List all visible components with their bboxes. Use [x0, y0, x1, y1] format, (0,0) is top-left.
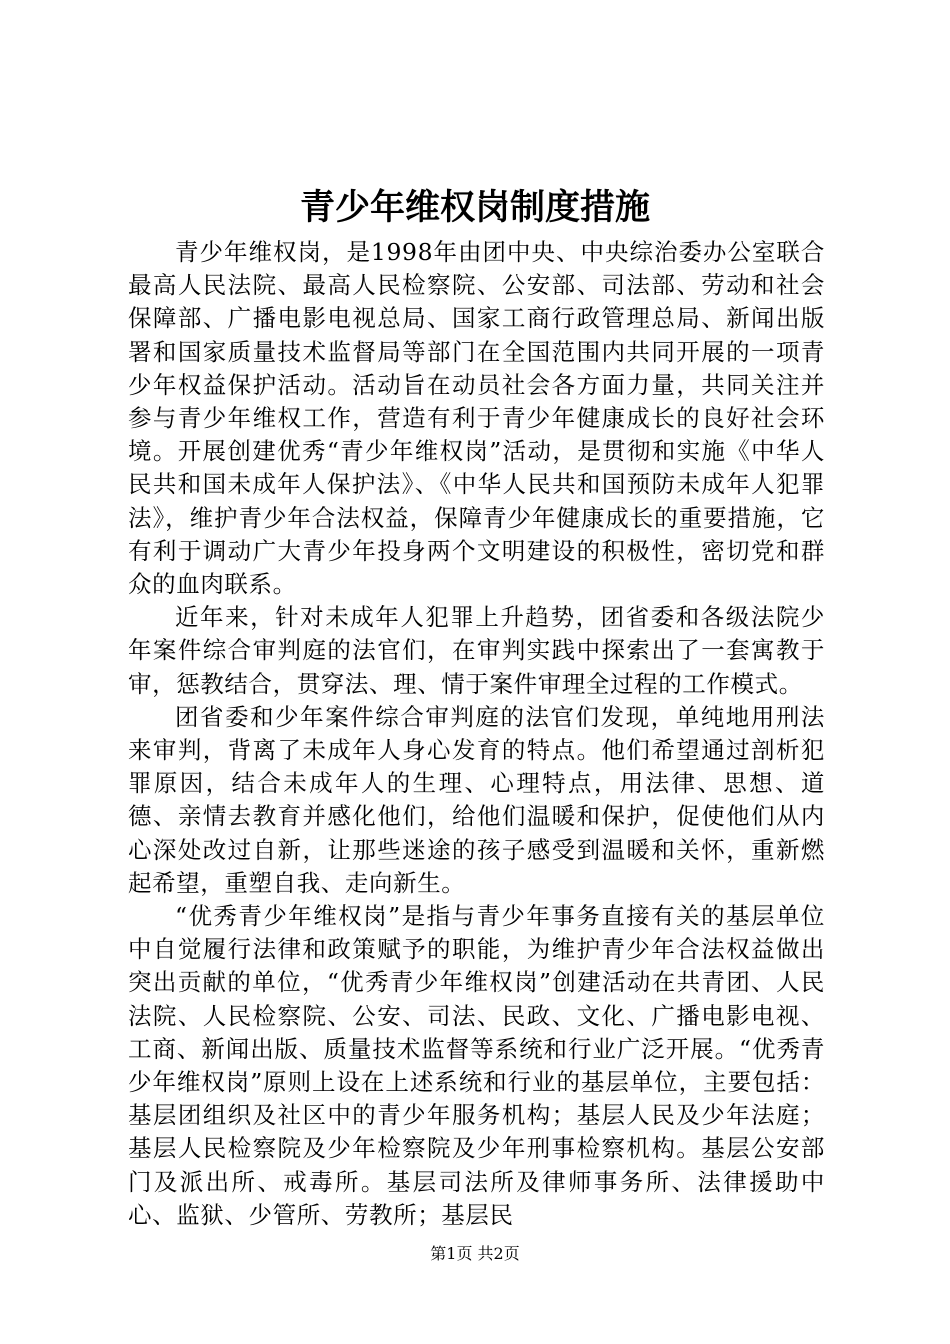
paragraph-recent-years: 近年来，针对未成年人犯罪上升趋势，团省委和各级法院少年案件综合审判庭的法官们，在审判实践中探索出了一套寓教于审，惩教结合，贯穿法、理、情于案件审理全过程的工作模式。 [128, 603, 825, 698]
paragraph-intro: 青少年维权岗，是1998年由团中央、中央综治委办公室联合最高人民法院、最高人民检察院、公安部、司法部、劳动和社会保障部、广播电影电视总局、国家工商行政管理总局、新闻出版署和国家质量技术监督局等部门在全国范围内共同开展的一项青少年权益保护活动。活动旨在动员社会各方面力量，共同关注并参与青少年维权工作，营造有利于青少年健康成长的良好社会环境。开展创建优秀“青少年维权岗”活动，是贯彻和实施《中华人民共和国未成年人保护法》、《中华人民共和国预防未成年人犯罪法》，维护青少年合法权益，保障青少年健康成长的重要措施，它有利于调动广大青少年投身两个文明建设的积极性，密切党和群众的血肉联系。 [128, 238, 825, 599]
paragraph-judges-findings: 团省委和少年案件综合审判庭的法官们发现，单纯地用刑法来审判，背离了未成年人身心发育的特点。他们希望通过剖析犯罪原因，结合未成年人的生理、心理特点，用法律、思想、道德、亲情去教育并感化他们，给他们温暖和保护，促使他们从内心深处改过自新，让那些迷途的孩子感受到温暖和关怀，重新燃起希望，重塑自我、走向新生。 [128, 702, 825, 897]
paragraph-excellent-post-definition: “优秀青少年维权岗”是指与青少年事务直接有关的基层单位中自觉履行法律和政策赋予的职能，为维护青少年合法权益做出突出贡献的单位，“优秀青少年维权岗”创建活动在共青团、人民法院、人民检察院、公安、司法、民政、文化、广播电影电视、工商、新闻出版、质量技术监督等系统和行业广泛开展。“优秀青少年维权岗”原则上设在上述系统和行业的基层单位，主要包括：基层团组织及社区中的青少年服务机构；基层人民及少年法庭；基层人民检察院及少年检察院及少年刑事检察机构。基层公安部门及派出所、戒毒所。基层司法所及律师事务所、法律援助中心、监狱、少管所、劳教所；基层民 [128, 902, 825, 1229]
document-title: 青少年维权岗制度措施 [299, 188, 650, 228]
document-body [128, 236, 825, 1232]
page-number-footer: 第1页 共2页 [430, 1244, 520, 1263]
